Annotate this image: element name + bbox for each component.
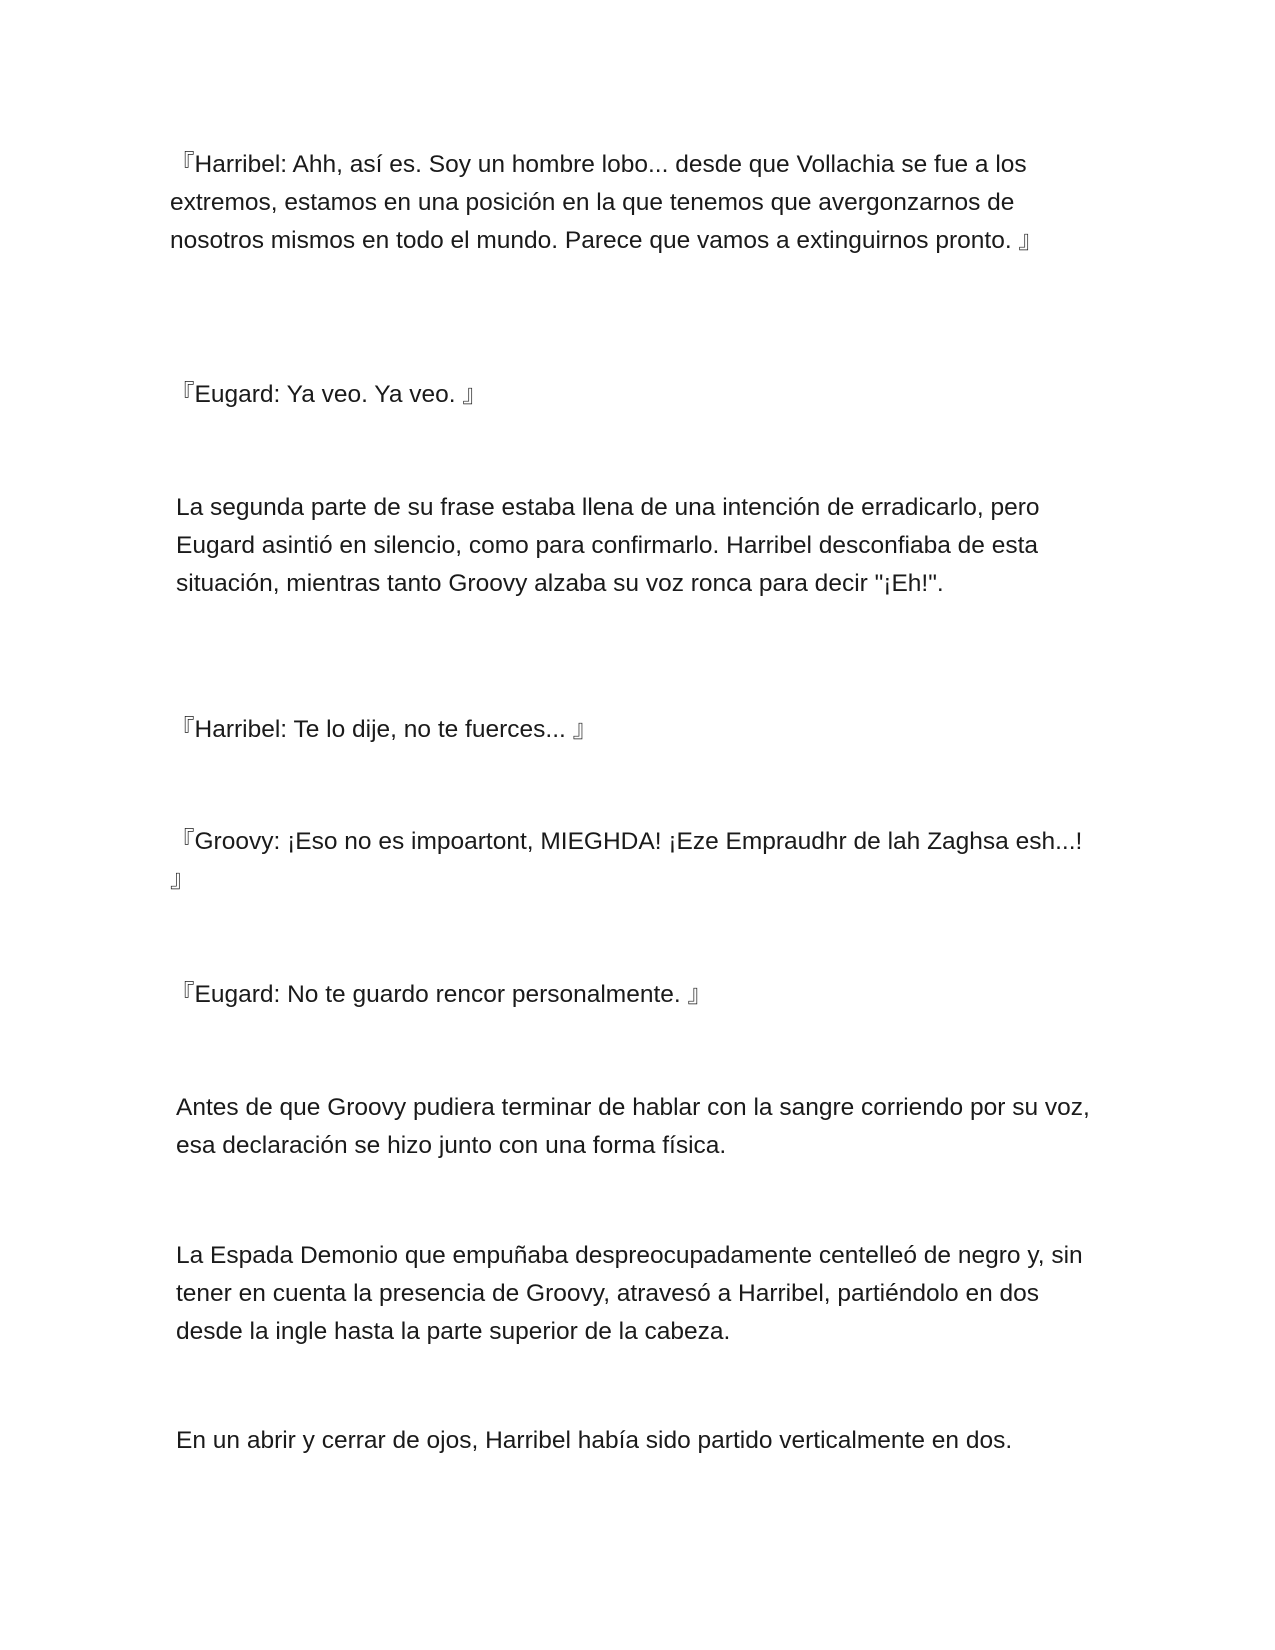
paragraph-narration-4: En un abrir y cerrar de ojos, Harribel había sido partido verticalmente en dos.: [176, 1427, 1013, 1454]
paragraph-narration-1: La segunda parte de su frase estaba llena de una intención de erradicarlo, pero Eugard asintió en silencio, como para confirmarlo. Harribel desconfiaba de esta situación, mientras tanto Groovy alzaba su voz ronca para decir "¡Eh!".: [176, 494, 1040, 597]
paragraph-groovy-dialogue: 『Groovy: ¡Eso no es impoartont, MIEGHDA! ¡Eze Empraudhr de lah Zaghsa esh...! 』: [170, 828, 1083, 893]
paragraph-harribel-dialogue-1: 『Harribel: Ahh, así es. Soy un hombre lobo... desde que Vollachia se fue a los extremos, estamos en una posición en la que tenemos que avergonzarnos de nosotros mismos en todo el mundo. Parece que vamos a extinguirnos pronto. 』: [170, 151, 1043, 254]
paragraph-eugard-dialogue-2: 『Eugard: No te guardo rencor personalmente. 』: [170, 981, 713, 1008]
paragraph-narration-2: Antes de que Groovy pudiera terminar de hablar con la sangre corriendo por su voz, esa declaración se hizo junto con una forma física.: [176, 1094, 1090, 1159]
paragraph-harribel-dialogue-2: 『Harribel: Te lo dije, no te fuerces... 』: [170, 716, 598, 743]
paragraph-eugard-dialogue-1: 『Eugard: Ya veo. Ya veo. 』: [170, 381, 487, 408]
paragraph-narration-3: La Espada Demonio que empuñaba despreocupadamente centelleó de negro y, sin tener en cuenta la presencia de Groovy, atravesó a Harribel, partiéndolo en dos desde la ingle hasta la parte superior de la cabeza.: [176, 1242, 1083, 1345]
